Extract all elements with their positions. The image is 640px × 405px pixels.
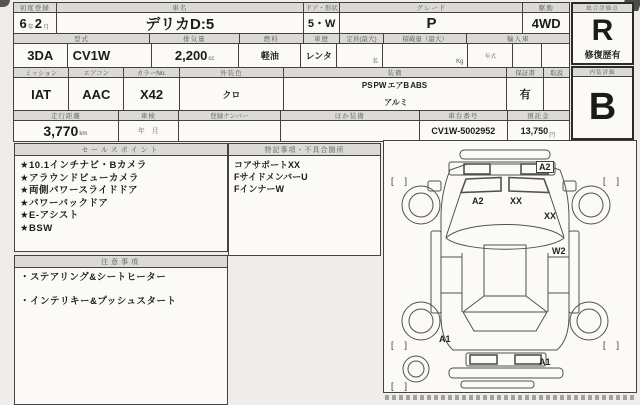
registration-number-value (179, 121, 280, 141)
transmission-value: IAT (14, 78, 68, 110)
damage-code-a2: A2 (472, 196, 484, 206)
deposit-unit: 円 (549, 132, 556, 139)
mileage-unit: km (79, 131, 88, 137)
check-bracket: [ ] (603, 176, 621, 186)
equipment-alloy: アルミ (384, 95, 408, 111)
sales-point-item: ★両側パワースライドドア (20, 185, 138, 196)
header-capacity-max: 定員(最大) (340, 34, 382, 43)
equipment-grid (284, 78, 506, 110)
header-grade: グレード (340, 3, 522, 12)
row1-headers (14, 3, 569, 12)
check-bracket: [ ] (603, 340, 621, 350)
caution-item: ・インテリキー&プッシュスタート (20, 296, 177, 307)
exterior-color-value: クロ (180, 78, 283, 110)
header-deposit: 預託金 (508, 111, 569, 120)
reg-month-suffix: 月 (43, 24, 50, 31)
damage-code-a1: A1 (539, 357, 551, 367)
header-model-type: 型式 (14, 34, 149, 43)
remarks-list (229, 156, 380, 198)
import-note: 年式 (468, 44, 512, 67)
header-registration-number: 登録ナンバー (179, 111, 280, 120)
drive-value: 4WD (523, 13, 569, 33)
equipment-abs: ABS (410, 78, 427, 94)
damage-code-w2: W2 (552, 246, 566, 256)
reg-month: 2 (34, 15, 42, 31)
damage-code-a1: A1 (439, 334, 451, 344)
header-aircon: エアコン (69, 68, 123, 77)
row3-values (14, 78, 569, 110)
equipment-row-2 (381, 95, 409, 111)
displacement-value (152, 44, 238, 67)
displacement-number: 2,200 (174, 48, 208, 63)
remark-item: コアサポートXX (234, 160, 301, 170)
reg-year-suffix: 年 (27, 24, 34, 31)
row2-values (14, 44, 569, 67)
capacity-value: 名 (337, 44, 382, 67)
header-car-name: 車名 (57, 3, 303, 12)
caution-item: ・ステアリング&シートヒーター (20, 272, 167, 283)
header-inspection: 車検 (119, 111, 178, 120)
header-load-max: 積載量（最大） (384, 34, 467, 43)
interior-rating-header: 内装評価 (573, 68, 632, 77)
check-bracket: [ ] (391, 381, 409, 391)
first-registration-value (14, 13, 56, 33)
cutoff-legend-strip (385, 395, 635, 400)
import-subcell-2 (542, 44, 569, 67)
remark-item: FインナーW (234, 184, 284, 194)
row1-values (14, 13, 569, 33)
load-value: Kg (383, 44, 467, 67)
sales-points-list (15, 156, 227, 239)
remarks-box (228, 143, 381, 256)
row4-headers (14, 111, 569, 120)
fuel-value: 軽油 (239, 44, 300, 67)
mileage-value (14, 121, 118, 141)
check-bracket: [ ] (391, 176, 409, 186)
header-color-no: カラーNo. (124, 68, 178, 77)
header-warranty-book: 保証書 (507, 68, 543, 77)
model-prefix-value: 3DA (14, 44, 67, 67)
sales-points-title: セールスポイント (15, 144, 227, 156)
header-chassis-number: 車台番号 (420, 111, 507, 120)
mileage-number: 3,770 (43, 123, 79, 139)
equipment-ps: PS (362, 78, 373, 94)
manual-value (544, 78, 569, 110)
repair-history-note: 修復歴有 (584, 50, 621, 60)
equipment-airbag: エアB (387, 78, 409, 94)
header-fuel: 燃料 (240, 34, 303, 43)
model-code-value: CV1W (68, 44, 151, 67)
chassis-number-value: CV1W-5002952 (420, 121, 507, 141)
header-equipment: 装備 (284, 68, 506, 77)
overall-rating-box (571, 2, 634, 65)
equipment-pw: PW (374, 78, 387, 94)
damage-code-xx: XX (544, 211, 557, 221)
import-subcell-1 (513, 44, 541, 67)
header-import-car: 輸入車 (467, 34, 569, 43)
vehicle-info-table (13, 2, 570, 142)
other-equipment-value (281, 121, 419, 141)
sales-point-item: ★BSW (20, 222, 53, 234)
sales-point-item: ★10.1インチナビ・Bカメラ (20, 160, 147, 171)
header-car-history: 車歴 (304, 34, 339, 43)
row3-headers (14, 68, 569, 77)
damage-code-a2: A2 (536, 161, 554, 173)
header-displacement: 排気量 (150, 34, 239, 43)
interior-rating-grade: B (588, 86, 617, 128)
car-history-value: レンタ (301, 44, 335, 67)
remarks-title: 特記事項・不具合箇所 (229, 144, 380, 156)
sales-point-item: ★アラウンドビューカメラ (20, 172, 139, 184)
header-exterior-color: 外装色 (180, 68, 283, 77)
row4-values (14, 121, 569, 141)
equipment-row-1 (362, 78, 428, 94)
warranty-value: 有 (507, 78, 543, 110)
remark-item: FサイドメンバーU (234, 172, 308, 182)
displacement-unit: cc (208, 55, 215, 62)
header-mileage: 走行距離 (14, 111, 118, 120)
header-drive: 駆動 (523, 3, 569, 12)
check-bracket: [ ] (391, 340, 409, 350)
damage-code-xx: XX (510, 196, 523, 206)
cautions-title: 注意事項 (15, 256, 227, 268)
door-shape-value: 5・W (304, 13, 340, 33)
color-no-value: X42 (124, 78, 178, 110)
header-first-registration: 初度登録 (14, 3, 56, 12)
header-door-shape: ドア・形状 (305, 5, 338, 12)
overall-rating-grade: R (591, 13, 614, 47)
header-other-equipment: ほか装備 (281, 111, 419, 120)
interior-rating-box (571, 66, 634, 140)
grade-value: P (340, 13, 522, 33)
deposit-number: 13,750 (520, 126, 549, 136)
inspection-value: 年 月 (119, 121, 178, 141)
sales-points-box (14, 143, 228, 252)
damage-diagram-box (383, 140, 637, 393)
header-transmission: ミッション (14, 68, 68, 77)
row2-headers (14, 34, 569, 43)
cautions-list (15, 268, 227, 324)
overall-rating-header: 総合評価点 (573, 4, 632, 13)
sales-point-item: ★パワーバックドア (20, 197, 109, 209)
scan-smudge-top-left (0, 0, 10, 7)
sales-point-item: ★E-アシスト (20, 210, 79, 221)
reg-year: 6 (19, 15, 27, 31)
aircon-value: AAC (69, 78, 123, 110)
deposit-value (508, 121, 569, 141)
cautions-box (14, 255, 228, 405)
damage-marks-layer (384, 141, 636, 392)
header-manual-book: 取説 (544, 68, 569, 77)
car-name-value: デリカD:5 (57, 13, 303, 33)
